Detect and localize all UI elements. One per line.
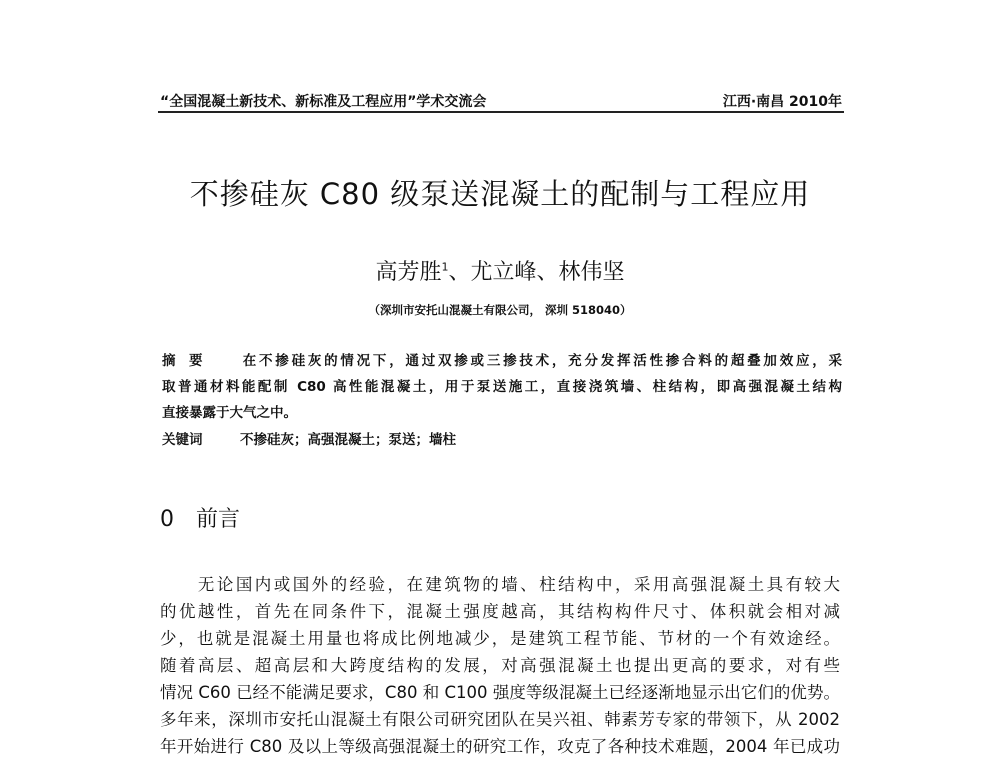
body-line: 无论国内或国外的经验，在建筑物的墙、柱结构中，采用高强混凝土具有较大 (160, 575, 840, 594)
body-line: 随着高层、超高层和大跨度结构的发展，对高强混凝土也提出更高的要求，对有些 (160, 656, 840, 675)
keywords-label: 关键词 (162, 432, 203, 448)
paper-title: 不掺硅灰 C80 级泵送混凝土的配制与工程应用 (189, 177, 811, 211)
body-line: 少，也就是混凝土用量也将成比例地减少，是建筑工程节能、节材的一个有效途经。 (160, 629, 840, 648)
abstract-line (162, 349, 842, 369)
affiliation: （深圳市安托山混凝土有限公司， 深圳 518040） (368, 303, 632, 317)
abstract-line: 直接暴露于大气之中。 (162, 405, 297, 421)
header-location-year: 江西·南昌 2010年 (722, 94, 842, 110)
abstract-line: 取普通材料能配制 C80 高性能混凝土，用于泵送施工，直接浇筑墙、柱结构，即高强混凝土结构 (162, 379, 842, 395)
body-line: 情况 C60 已经不能满足要求，C80 和 C100 强度等级混凝土已经逐渐地显示出它们的优势。 (160, 683, 840, 702)
header-rule (158, 111, 844, 113)
authors (0, 255, 1000, 286)
abstract-label: 摘 要 (162, 353, 203, 369)
author-others: 、尤立峰、林伟坚 (448, 260, 625, 285)
body-line: 的优越性，首先在同条件下，混凝土强度越高，其结构构件尺寸、体积就会相对减 (160, 602, 840, 621)
keywords-text: 不掺硅灰；高强混凝土；泵送；墙柱 (240, 432, 456, 448)
body-line: 多年来，深圳市安托山混凝土有限公司研究团队在吴兴祖、韩素芳专家的带领下，从 2002 (160, 710, 840, 729)
header-conference: “全国混凝土新技术、新标准及工程应用”学术交流会 (160, 94, 487, 110)
abstract-text: 在不掺硅灰的情况下，通过双掺或三掺技术，充分发挥活性掺合料的超叠加效应，采 (240, 353, 842, 369)
section-title: 前言 (196, 507, 241, 532)
author-footnote-mark: 1 (441, 260, 449, 274)
body-line: 年开始进行 C80 及以上等级高强混凝土的研究工作，攻克了各种技术难题，2004 年已成功 (160, 737, 840, 756)
keywords (162, 428, 842, 448)
section-number: 0 (160, 507, 174, 532)
section-heading (160, 502, 240, 533)
author-first: 高芳胜 (375, 260, 442, 285)
